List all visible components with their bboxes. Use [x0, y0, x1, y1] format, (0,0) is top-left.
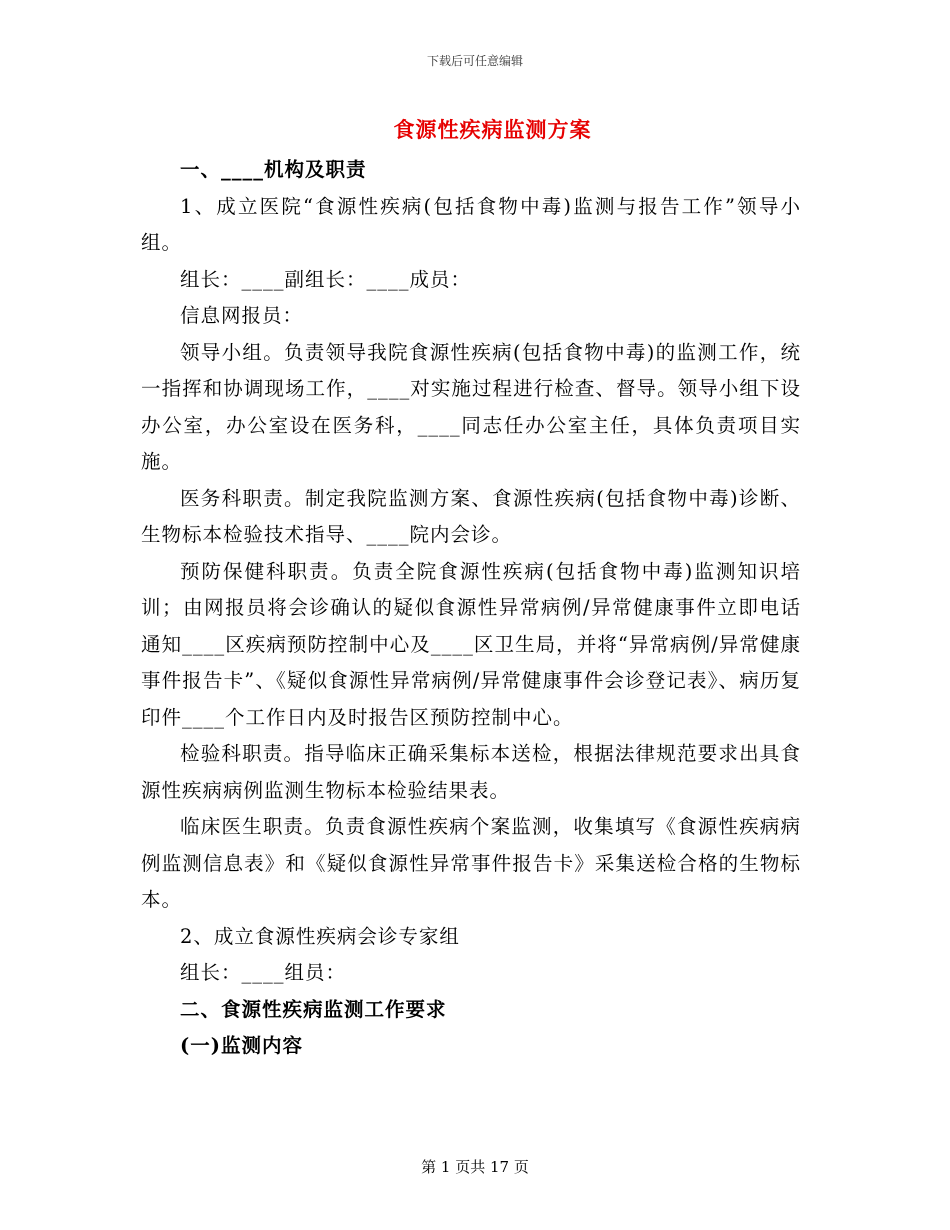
paragraph: 预防保健科职责。负责全院食源性疾病(包括食物中毒)监测知识培训；由网报员将会诊确认的疑似食源性异常病例/异常健康事件立即电话通知____区疾病预防控制中心及____区卫生局，并将“异常病例/异常健康事件报告卡”、《疑似食源性异常病例/异常健康事件会诊登记表》、病历复印件____个工作日内及时报告区预防控制中心。: [141, 559, 801, 729]
paragraph: 组长：____副组长：____成员：: [180, 267, 472, 291]
paragraph: 信息网报员：: [180, 304, 304, 327]
section-heading: 一、____机构及职责: [180, 158, 367, 181]
document-title: 食源性疾病监测方案: [393, 117, 592, 142]
page-footer: 第 1 页共 17 页: [421, 1158, 529, 1176]
paragraph: 领导小组。负责领导我院食源性疾病(包括食物中毒)的监测工作，统一指挥和协调现场工作，____对实施过程进行检查、督导。领导小组下设办公室，办公室设在医务科，____同志任办公室主任，具体负责项目实施。: [141, 340, 801, 473]
document-body: [141, 152, 801, 1065]
paragraph: 组长：____组员：: [180, 961, 347, 984]
paragraph: 2、成立食源性疾病会诊专家组: [180, 924, 460, 948]
page-header-note: 下载后可任意编辑: [426, 54, 523, 68]
paragraph: 检验科职责。指导临床正确采集标本送检，根据法律规范要求出具食源性疾病病例监测生物标本检验结果表。: [141, 742, 801, 802]
paragraph: 1、成立医院“食源性疾病(包括食物中毒)监测与报告工作”领导小组。: [141, 194, 801, 254]
subsection-heading: (一)监测内容: [180, 1034, 303, 1057]
section-heading: 二、食源性疾病监测工作要求: [180, 997, 447, 1021]
paragraph: 医务科职责。制定我院监测方案、食源性疾病(包括食物中毒)诊断、生物标本检验技术指导、____院内会诊。: [141, 486, 801, 546]
paragraph: 临床医生职责。负责食源性疾病个案监测，收集填写《食源性疾病病例监测信息表》和《疑似食源性异常事件报告卡》采集送检合格的生物标本。: [141, 815, 801, 911]
